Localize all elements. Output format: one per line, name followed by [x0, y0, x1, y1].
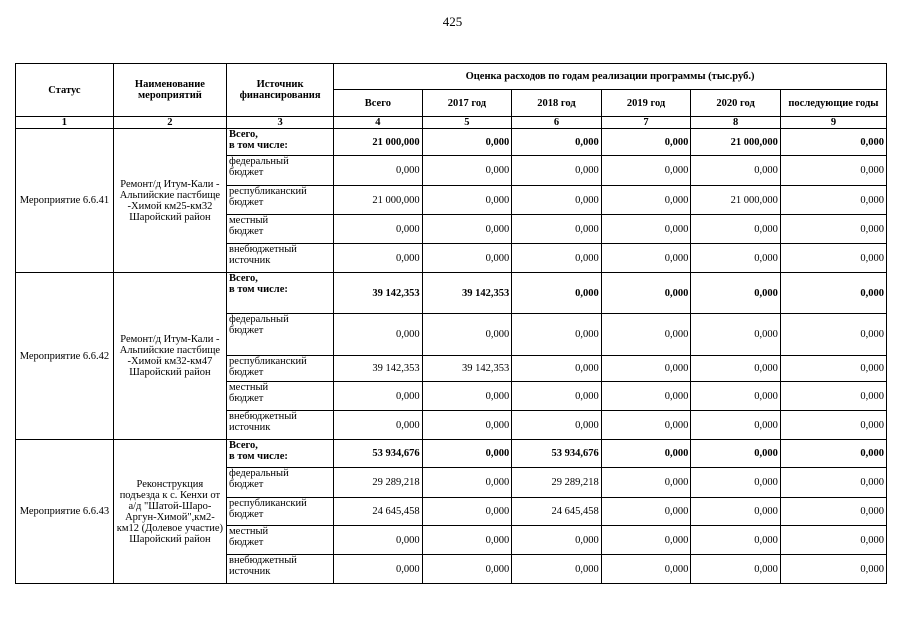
amount-cell: 24 645,458	[512, 498, 602, 526]
amount-cell: 0,000	[512, 244, 602, 273]
funding-source-cell: местный бюджет	[227, 382, 334, 411]
funding-source-cell: внебюджетный источник	[227, 555, 334, 584]
amount-cell: 0,000	[422, 498, 512, 526]
amount-cell: 0,000	[691, 156, 781, 186]
amount-cell: 0,000	[691, 215, 781, 244]
col-number: 1	[16, 117, 114, 129]
amount-cell: 0,000	[422, 215, 512, 244]
amount-cell: 0,000	[601, 273, 691, 314]
amount-cell: 0,000	[334, 156, 423, 186]
amount-cell: 0,000	[422, 156, 512, 186]
amount-cell: 0,000	[780, 215, 886, 244]
amount-cell: 0,000	[780, 356, 886, 382]
amount-cell: 0,000	[691, 526, 781, 555]
amount-cell: 0,000	[512, 526, 602, 555]
amount-cell: 0,000	[691, 356, 781, 382]
amount-cell: 39 142,353	[334, 273, 423, 314]
amount-cell: 0,000	[422, 440, 512, 468]
amount-cell: 0,000	[601, 440, 691, 468]
amount-cell: 0,000	[601, 156, 691, 186]
funding-source-cell: внебюджетный источник	[227, 411, 334, 440]
status-cell: Мероприятие 6.6.43	[16, 440, 114, 584]
amount-cell: 0,000	[601, 186, 691, 215]
amount-cell: 53 934,676	[512, 440, 602, 468]
amount-cell: 0,000	[780, 156, 886, 186]
table-row-total	[16, 273, 887, 314]
amount-cell: 0,000	[780, 498, 886, 526]
amount-cell: 0,000	[691, 411, 781, 440]
amount-cell: 0,000	[601, 382, 691, 411]
amount-cell: 0,000	[780, 526, 886, 555]
amount-cell: 0,000	[422, 314, 512, 356]
amount-cell: 0,000	[780, 186, 886, 215]
amount-cell: 0,000	[601, 356, 691, 382]
amount-cell: 0,000	[334, 411, 423, 440]
amount-cell: 0,000	[422, 468, 512, 498]
header-year-2019: 2019 год	[601, 90, 691, 117]
amount-cell: 0,000	[512, 555, 602, 584]
amount-cell: 0,000	[422, 382, 512, 411]
amount-cell: 21 000,000	[334, 129, 423, 156]
amount-cell: 0,000	[691, 440, 781, 468]
status-cell: Мероприятие 6.6.42	[16, 273, 114, 440]
amount-cell: 0,000	[422, 411, 512, 440]
amount-cell: 29 289,218	[512, 468, 602, 498]
header-estimate: Оценка расходов по годам реализации программы (тыс.руб.)	[334, 64, 887, 90]
funding-source-cell: местный бюджет	[227, 526, 334, 555]
status-cell: Мероприятие 6.6.41	[16, 129, 114, 273]
header-year-2018: 2018 год	[512, 90, 602, 117]
funding-source-cell: Всего, в том числе:	[227, 273, 334, 314]
amount-cell: 0,000	[334, 244, 423, 273]
amount-cell: 0,000	[512, 186, 602, 215]
table-row-total	[16, 129, 887, 156]
amount-cell: 0,000	[691, 555, 781, 584]
amount-cell: 0,000	[780, 555, 886, 584]
amount-cell: 0,000	[512, 273, 602, 314]
header-source: Источник финансирования	[227, 64, 334, 117]
activity-name-cell: Ремонт/д Итум-Кали - Альпийские пастбище -Химой км32-км47 Шаройский район	[113, 273, 226, 440]
funding-source-cell: местный бюджет	[227, 215, 334, 244]
funding-source-cell: республиканский бюджет	[227, 356, 334, 382]
amount-cell: 21 000,000	[691, 186, 781, 215]
amount-cell: 0,000	[422, 526, 512, 555]
amount-cell: 0,000	[601, 129, 691, 156]
amount-cell: 0,000	[512, 156, 602, 186]
amount-cell: 0,000	[334, 526, 423, 555]
col-number: 7	[601, 117, 691, 129]
amount-cell: 0,000	[691, 468, 781, 498]
col-number: 5	[422, 117, 512, 129]
col-number: 9	[780, 117, 886, 129]
budget-table	[15, 63, 887, 584]
amount-cell: 0,000	[512, 129, 602, 156]
amount-cell: 0,000	[512, 215, 602, 244]
activity-name-cell: Ремонт/д Итум-Кали - Альпийские пастбище -Химой км25-км32 Шаройский район	[113, 129, 226, 273]
amount-cell: 24 645,458	[334, 498, 423, 526]
amount-cell: 0,000	[334, 555, 423, 584]
amount-cell: 0,000	[422, 555, 512, 584]
amount-cell: 0,000	[691, 273, 781, 314]
amount-cell: 0,000	[601, 244, 691, 273]
col-number: 6	[512, 117, 602, 129]
amount-cell: 0,000	[780, 244, 886, 273]
header-year-later: последующие годы	[780, 90, 886, 117]
amount-cell: 0,000	[601, 555, 691, 584]
amount-cell: 0,000	[512, 411, 602, 440]
funding-source-cell: республиканский бюджет	[227, 498, 334, 526]
amount-cell: 0,000	[601, 498, 691, 526]
amount-cell: 0,000	[334, 215, 423, 244]
funding-source-cell: Всего, в том числе:	[227, 440, 334, 468]
col-number: 2	[113, 117, 226, 129]
amount-cell: 0,000	[512, 356, 602, 382]
amount-cell: 21 000,000	[691, 129, 781, 156]
col-number: 8	[691, 117, 781, 129]
activity-name-cell: Реконструкция подъезда к с. Кенхи от а/д "Шатой-Шаро-Аргун-Химой",км2-км12 (Долевое участие) Шаройский район	[113, 440, 226, 584]
amount-cell: 0,000	[780, 273, 886, 314]
amount-cell: 0,000	[691, 382, 781, 411]
amount-cell: 0,000	[780, 411, 886, 440]
funding-source-cell: федеральный бюджет	[227, 156, 334, 186]
col-number: 3	[227, 117, 334, 129]
amount-cell: 39 142,353	[422, 356, 512, 382]
amount-cell: 0,000	[780, 314, 886, 356]
amount-cell: 0,000	[780, 440, 886, 468]
amount-cell: 0,000	[601, 526, 691, 555]
amount-cell: 53 934,676	[334, 440, 423, 468]
amount-cell: 0,000	[422, 186, 512, 215]
amount-cell: 0,000	[601, 314, 691, 356]
amount-cell: 39 142,353	[422, 273, 512, 314]
amount-cell: 0,000	[780, 382, 886, 411]
header-name: Наименование мероприятий	[113, 64, 226, 117]
header-year-total: Всего	[334, 90, 423, 117]
col-number: 4	[334, 117, 423, 129]
funding-source-cell: федеральный бюджет	[227, 314, 334, 356]
amount-cell: 21 000,000	[334, 186, 423, 215]
amount-cell: 29 289,218	[334, 468, 423, 498]
amount-cell: 0,000	[422, 244, 512, 273]
amount-cell: 0,000	[691, 498, 781, 526]
funding-source-cell: внебюджетный источник	[227, 244, 334, 273]
amount-cell: 0,000	[691, 244, 781, 273]
amount-cell: 0,000	[422, 129, 512, 156]
page-number: 425	[442, 14, 463, 29]
header-year-2020: 2020 год	[691, 90, 781, 117]
amount-cell: 0,000	[780, 468, 886, 498]
amount-cell: 0,000	[601, 468, 691, 498]
amount-cell: 0,000	[512, 314, 602, 356]
amount-cell: 0,000	[601, 215, 691, 244]
funding-source-cell: республиканский бюджет	[227, 186, 334, 215]
amount-cell: 0,000	[601, 411, 691, 440]
amount-cell: 0,000	[512, 382, 602, 411]
table-row-total	[16, 440, 887, 468]
header-year-2017: 2017 год	[422, 90, 512, 117]
amount-cell: 39 142,353	[334, 356, 423, 382]
amount-cell: 0,000	[780, 129, 886, 156]
funding-source-cell: Всего, в том числе:	[227, 129, 334, 156]
amount-cell: 0,000	[334, 314, 423, 356]
amount-cell: 0,000	[691, 314, 781, 356]
funding-source-cell: федеральный бюджет	[227, 468, 334, 498]
header-status: Статус	[16, 64, 114, 117]
amount-cell: 0,000	[334, 382, 423, 411]
